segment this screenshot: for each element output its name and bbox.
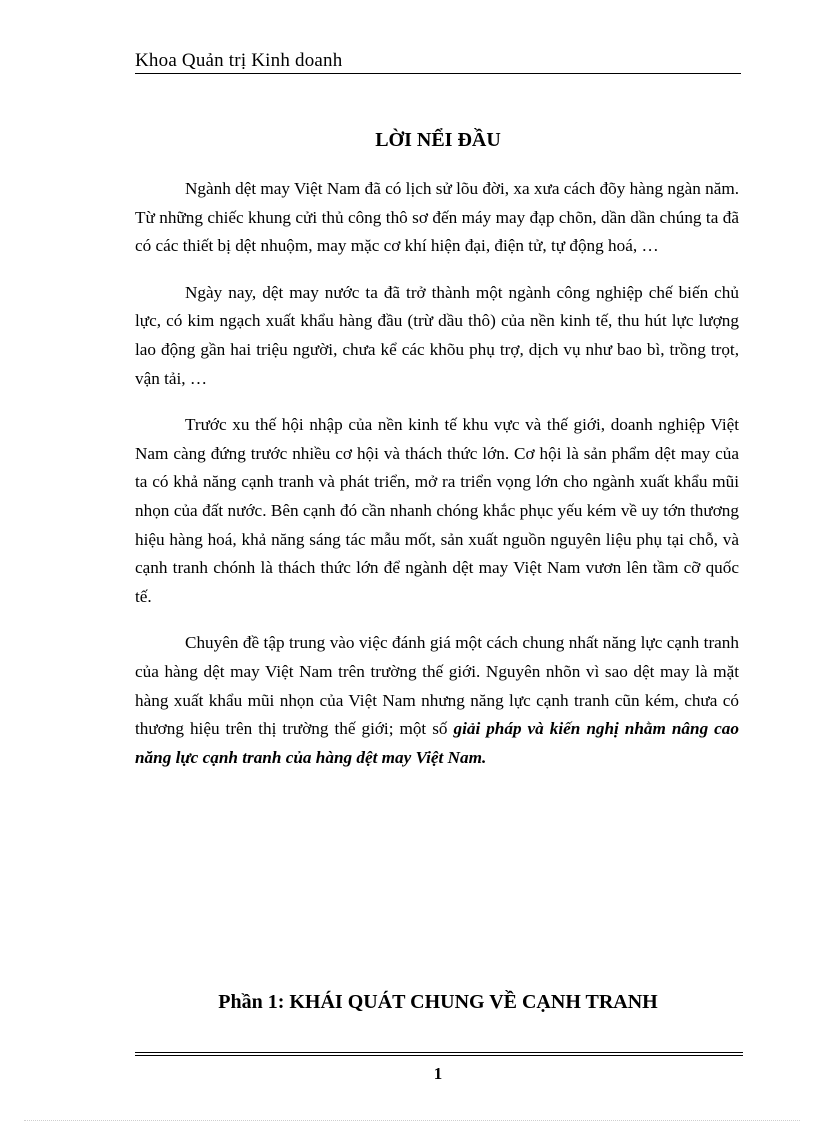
footer-divider-top bbox=[135, 1052, 743, 1053]
paragraph-4 bbox=[135, 629, 739, 772]
page-header: Khoa Quản trị Kinh doanh bbox=[135, 50, 343, 71]
paragraph-2: Ngày nay, dệt may nước ta đã trở thành một ngành công nghiệp chế biến chủ lực, có kim ngạch xuất khẩu hàng đầu (trừ dầu thô) của nền kinh tế, thu hút lực lượng lao động gần hai triệu người, chưa kể các khõu phụ trợ, dịch vụ như bao bì, trồng trọt, vận tải, … bbox=[135, 282, 739, 388]
header-divider bbox=[135, 73, 741, 74]
page-number: 1 bbox=[433, 1064, 443, 1083]
preface-body bbox=[135, 175, 739, 772]
paragraph-1: Ngành dệt may Việt Nam đã có lịch sử lõu đời, xa xưa cách đõy hàng ngàn năm. Từ những chiếc khung cửi thủ công thô sơ đến máy may đạp chõn, dần dần chúng ta đã có các thiết bị dệt nhuộm, may mặc cơ khí hiện đại, điện tử, tự động hoá, … bbox=[135, 179, 739, 256]
paragraph-3: Trước xu thế hội nhập của nền kinh tế khu vực và thế giới, doanh nghiệp Việt Nam càng đứng trước nhiều cơ hội và thách thức lớn. Cơ hội là sản phẩm dệt may của ta có khả năng cạnh tranh và phát triển, mở ra triển vọng lớn cho ngành xuất khẩu mũi nhọn của đất nước. Bên cạnh đó cần nhanh chóng khắc phục yếu kém về uy tớn thương hiệu hàng hoá, khả năng sáng tác mẫu mốt, sản xuất nguồn nguyên liệu phụ tại chỗ, và cạnh tranh chónh là thách thức lớn để ngành dệt may Việt Nam vươn lên tầm cỡ quốc tế. bbox=[135, 415, 739, 606]
section-heading: Phần 1: KHÁI QUÁT CHUNG VỀ CẠNH TRANH bbox=[218, 991, 658, 1013]
paragraph-4-text: Chuyên đề tập trung vào việc đánh giá một cách chung nhất năng lực cạnh tranh của hàng dệt may Việt Nam trên trường thế giới. Nguyên nhõn vì sao dệt may là mặt hàng xuất khẩu mũi nhọn của Việt Nam nhưng năng lực cạnh tranh cũn kém, chưa có thương hiệu trên thị trường thế giới; một số bbox=[135, 633, 739, 739]
page-edge-divider bbox=[24, 1120, 800, 1121]
footer-divider-bottom bbox=[135, 1055, 743, 1056]
paragraph-4-emphasis: giải pháp và kiến nghị nhằm nâng cao năng lực cạnh tranh của hàng dệt may Việt Nam. bbox=[135, 719, 739, 767]
preface-title: LỜI NỂI ĐẦU bbox=[375, 129, 501, 151]
